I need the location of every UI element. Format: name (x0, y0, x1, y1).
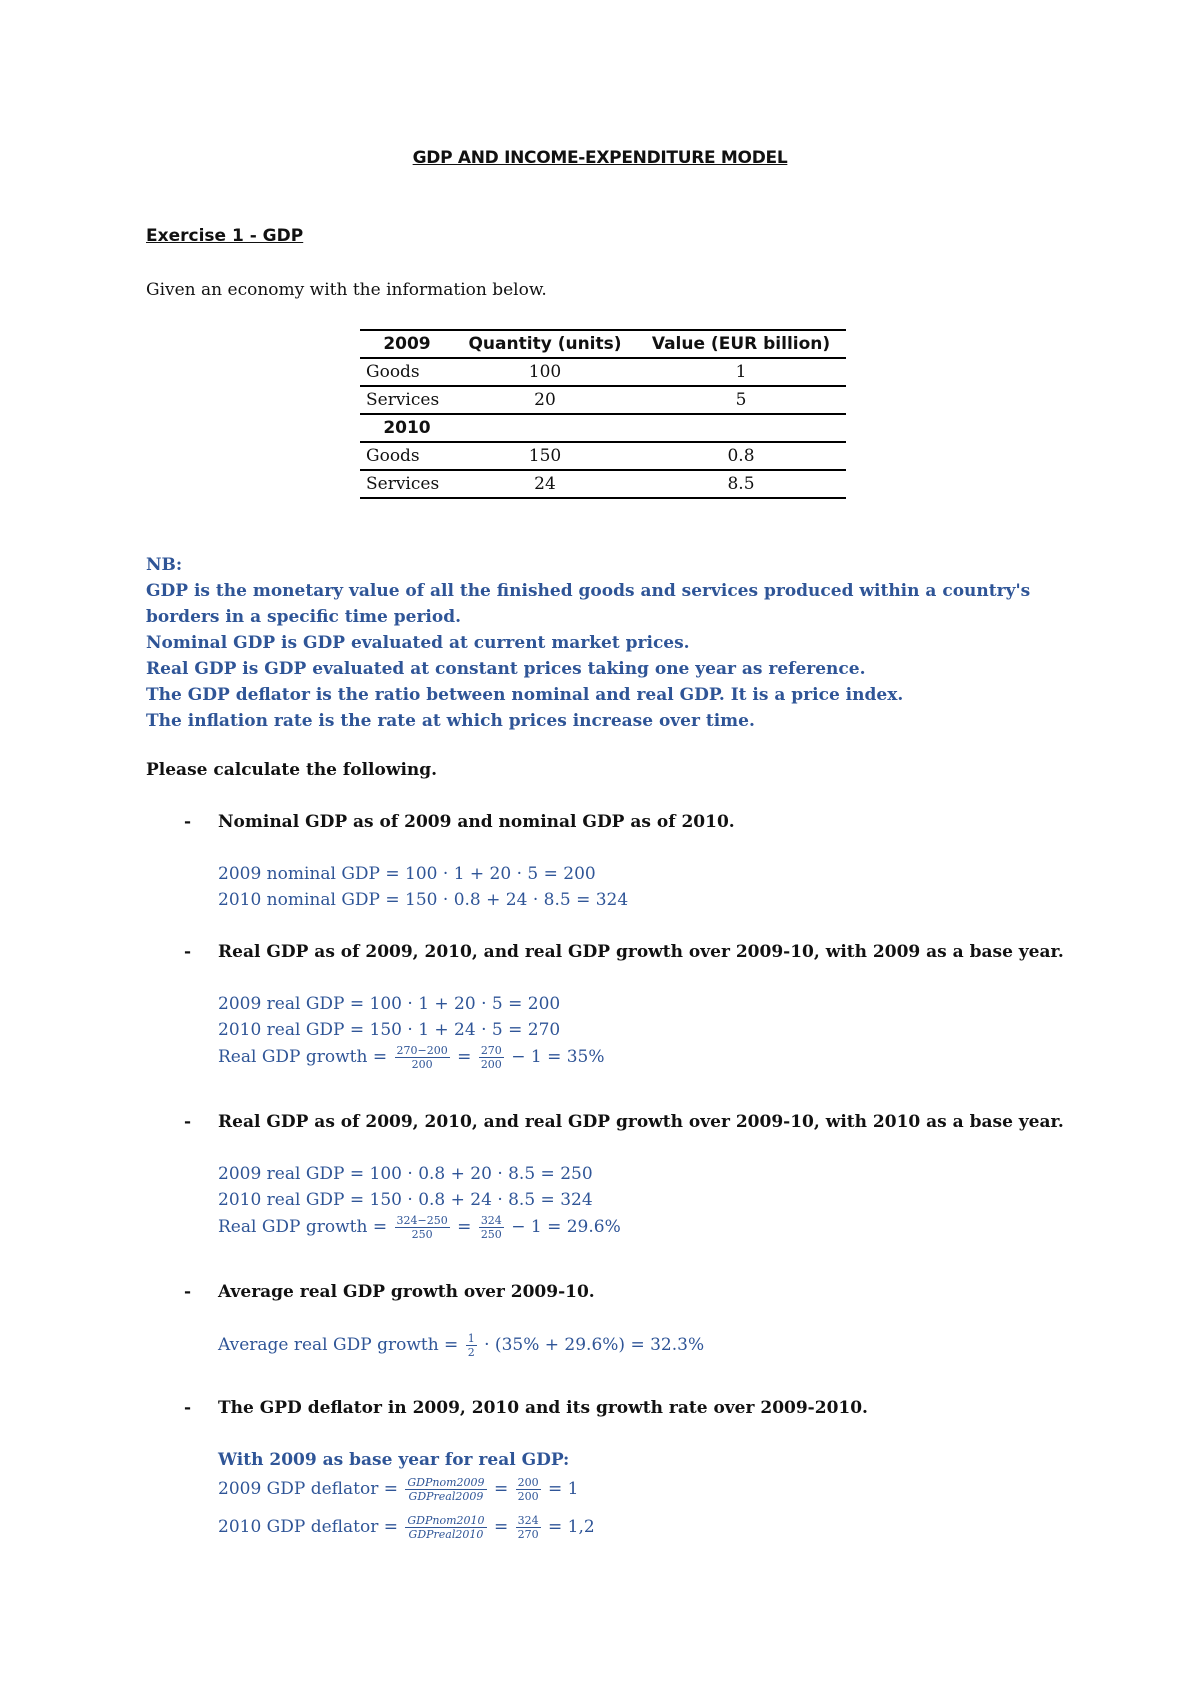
q3-fraction-2 (479, 1214, 504, 1241)
fraction-numerator: 270 (480, 1044, 502, 1057)
document-title: GDP AND INCOME-EXPENDITURE MODEL (412, 148, 788, 168)
table-cell: 8.5 (727, 474, 755, 494)
table-cell: 0.8 (727, 446, 755, 466)
q1-equation-2: 2010 nominal GDP = 150 · 0.8 + 24 · 8.5 = 324 (218, 890, 629, 910)
fraction-numerator: 324−250 (396, 1214, 448, 1227)
bullet-marker: - (184, 1112, 192, 1132)
bullet-marker: - (184, 812, 192, 832)
table-header-quantity: Quantity (units) (468, 334, 622, 354)
fraction-numerator: 200 (517, 1476, 539, 1489)
q5-d1-prefix: 2009 GDP deflator = (218, 1479, 398, 1499)
q4-prefix: Average real GDP growth = (218, 1335, 459, 1355)
q5-subheading: With 2009 as base year for real GDP: (218, 1450, 570, 1470)
q5-d1-fraction-1 (405, 1476, 486, 1503)
table-row (360, 358, 846, 386)
table-cell: 5 (735, 390, 747, 410)
fraction-denominator: 200 (480, 1058, 502, 1071)
q3-equation-2: 2010 real GDP = 150 · 0.8 + 24 · 8.5 = 324 (218, 1190, 593, 1210)
q1-equation-1: 2009 nominal GDP = 100 · 1 + 20 · 5 = 200 (218, 864, 596, 884)
equals-sign: = (493, 1517, 509, 1537)
q3-growth-result: − 1 = 29.6% (511, 1217, 621, 1237)
q2-growth-prefix: Real GDP growth = (218, 1047, 388, 1067)
fraction-denominator: GDPreal2009 (408, 1490, 484, 1503)
q2-fraction-2 (479, 1044, 504, 1071)
q2-fraction-1 (395, 1044, 450, 1071)
q4-fraction-half (466, 1332, 477, 1359)
q5-d1-result: = 1 (548, 1479, 579, 1499)
nb-nominal-gdp: Nominal GDP is GDP evaluated at current market prices. (146, 633, 690, 653)
question-2: Real GDP as of 2009, 2010, and real GDP growth over 2009-10, with 2009 as a base year. (218, 942, 1064, 962)
fraction-denominator: 250 (480, 1228, 502, 1241)
bullet-marker: - (184, 1398, 192, 1418)
q3-growth-prefix: Real GDP growth = (218, 1217, 388, 1237)
fraction-denominator: 2 (467, 1346, 475, 1359)
q2-growth-result: − 1 = 35% (511, 1047, 605, 1067)
fraction-numerator: GDPnom2010 (407, 1514, 485, 1527)
table-header-year-2009: 2009 (383, 334, 431, 354)
table-cell-empty (454, 414, 636, 442)
fraction-denominator: GDPreal2010 (408, 1528, 484, 1541)
fraction-denominator: 270 (517, 1528, 539, 1541)
table-header-value: Value (EUR billion) (651, 334, 831, 354)
q5-d1-fraction-2 (516, 1476, 541, 1503)
table-cell-empty (636, 414, 846, 442)
q3-growth-equation (218, 1214, 621, 1241)
q4-result: · (35% + 29.6%) = 32.3% (484, 1335, 705, 1355)
table-header-row (360, 330, 846, 358)
bullet-marker: - (184, 1282, 192, 1302)
q2-equation-1: 2009 real GDP = 100 · 1 + 20 · 5 = 200 (218, 994, 561, 1014)
instruction-text: Please calculate the following. (146, 760, 438, 780)
nb-gdp-definition: GDP is the monetary value of all the finished goods and services produced within a country's borders in a specific time period. (146, 581, 1031, 627)
q2-growth-equation (218, 1044, 605, 1071)
question-1: Nominal GDP as of 2009 and nominal GDP as of 2010. (218, 812, 735, 832)
fraction-denominator: 200 (411, 1058, 433, 1071)
table-cell: Goods (366, 362, 420, 382)
nb-inflation-rate: The inflation rate is the rate at which prices increase over time. (146, 711, 755, 731)
table-row (360, 442, 846, 470)
question-5: The GPD deflator in 2009, 2010 and its growth rate over 2009-2010. (218, 1398, 868, 1418)
q5-deflator-2009 (218, 1476, 578, 1503)
question-4: Average real GDP growth over 2009-10. (218, 1282, 595, 1302)
q5-d2-prefix: 2010 GDP deflator = (218, 1517, 398, 1537)
fraction-denominator: 200 (517, 1490, 539, 1503)
q5-d2-fraction-1 (405, 1514, 486, 1541)
exercise-heading: Exercise 1 - GDP (146, 226, 304, 246)
fraction-numerator: GDPnom2009 (407, 1476, 485, 1489)
equals-sign: = (457, 1047, 472, 1067)
q3-equation-1: 2009 real GDP = 100 · 0.8 + 20 · 8.5 = 250 (218, 1164, 593, 1184)
fraction-numerator: 324 (517, 1514, 539, 1527)
table-year-row-2010 (360, 414, 846, 442)
fraction-numerator: 270−200 (396, 1044, 448, 1057)
nb-real-gdp: Real GDP is GDP evaluated at constant prices taking one year as reference. (146, 659, 866, 679)
table-row (360, 470, 846, 498)
nb-gdp-deflator: The GDP deflator is the ratio between nominal and real GDP. It is a price index. (146, 685, 904, 705)
table-row (360, 386, 846, 414)
nb-notes (146, 552, 1066, 734)
fraction-denominator: 250 (411, 1228, 433, 1241)
table-cell: 24 (534, 474, 556, 494)
nb-label: NB: (146, 555, 183, 575)
table-cell: Services (366, 390, 440, 410)
bullet-marker: - (184, 942, 192, 962)
question-3: Real GDP as of 2009, 2010, and real GDP growth over 2009-10, with 2010 as a base year. (218, 1112, 1064, 1132)
q4-average-equation (218, 1332, 704, 1359)
q5-d2-result: = 1,2 (548, 1517, 595, 1537)
q5-deflator-2010 (218, 1514, 595, 1541)
fraction-numerator: 1 (467, 1332, 475, 1345)
gdp-data-table (360, 329, 846, 499)
equals-sign: = (457, 1217, 472, 1237)
table-cell: Services (366, 474, 440, 494)
table-cell: 1 (735, 362, 747, 382)
q5-d2-fraction-2 (516, 1514, 541, 1541)
equals-sign: = (493, 1479, 509, 1499)
q2-equation-2: 2010 real GDP = 150 · 1 + 24 · 5 = 270 (218, 1020, 561, 1040)
table-cell: 150 (528, 446, 562, 466)
q3-fraction-1 (395, 1214, 450, 1241)
table-header-year-2010: 2010 (383, 418, 431, 438)
fraction-numerator: 324 (480, 1214, 502, 1227)
table-cell: Goods (366, 446, 420, 466)
table-cell: 100 (528, 362, 562, 382)
table-cell: 20 (534, 390, 556, 410)
intro-text: Given an economy with the information below. (146, 280, 547, 300)
